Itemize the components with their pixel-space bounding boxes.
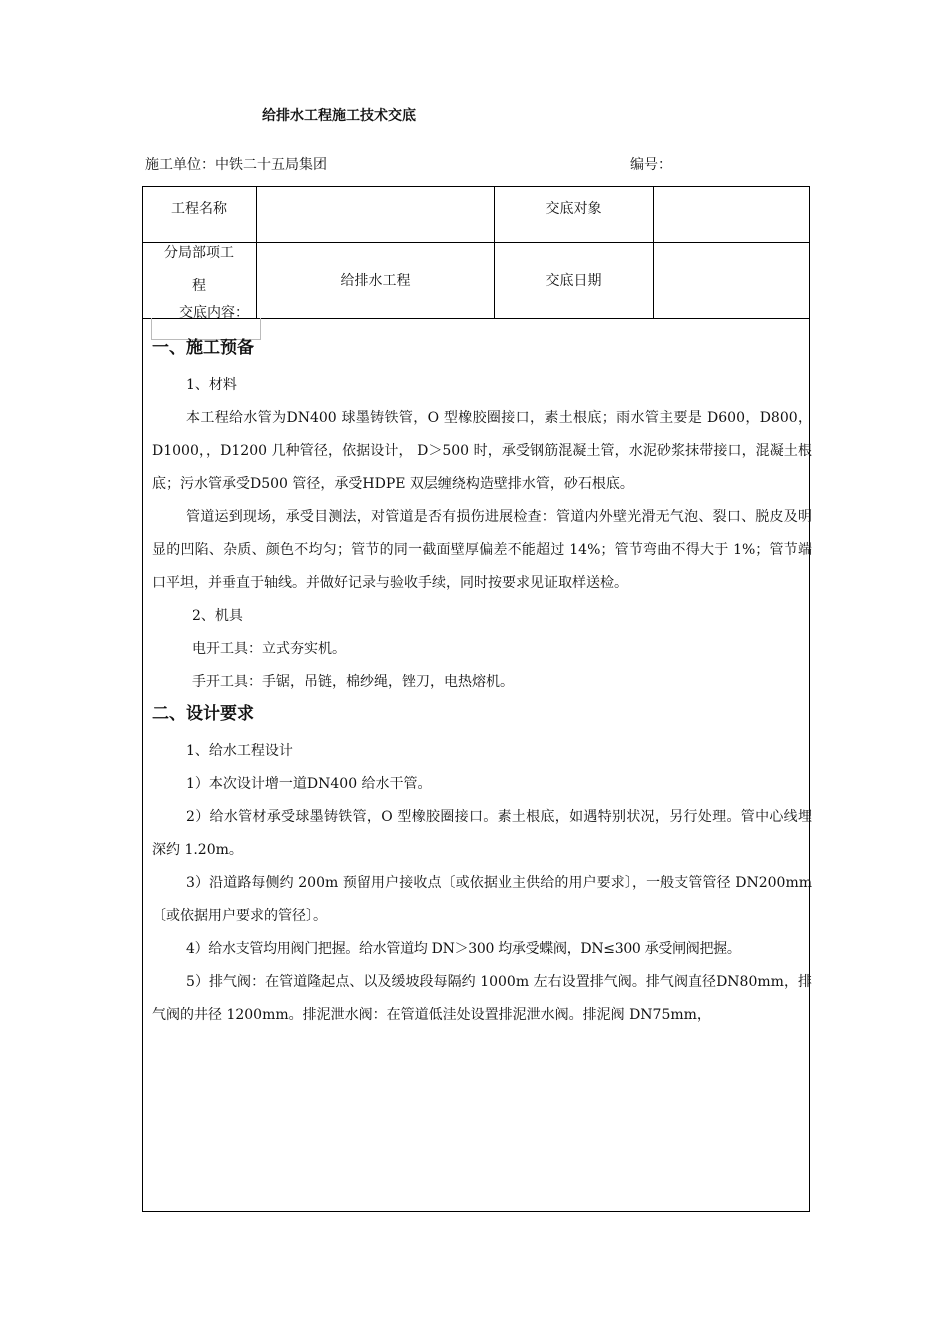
design-item-4: 4）给水支管均用阀门把握。给水管道均 DN＞300 均承受蝶阀，DN≤300 承受闸阀把握。 xyxy=(186,941,741,957)
disclosure-content xyxy=(152,333,812,1032)
subheading-tools: 2、机具 xyxy=(192,608,243,624)
design-item-5: 5）排气阀：在管道隆起点、以及缓坡段每隔约 1000m 左右设置排气阀。排气阀直径DN80mm，排气阀的井径 1200mm。排泥泄水阀：在管道低洼处设置排泥泄水阀。排泥阀 DN75mm， xyxy=(152,974,812,1023)
date-label: 交底日期 xyxy=(545,273,602,289)
section-heading-preparation: 一、施工预备 xyxy=(152,338,254,358)
table-divider xyxy=(653,186,654,319)
design-item-1: 1）本次设计增一道DN400 给水干管。 xyxy=(186,776,432,792)
tools-electric: 电开工具：立式夯实机。 xyxy=(192,641,346,657)
table-divider xyxy=(256,186,257,319)
subheading-materials: 1、材料 xyxy=(186,377,237,393)
subheading-water-supply: 1、给水工程设计 xyxy=(186,743,293,759)
section-heading-design: 二、设计要求 xyxy=(152,704,254,724)
design-item-2: 2）给水管材承受球墨铸铁管，O 型橡胶圈接口。素土根底，如遇特别状况，另行处理。管中心线埋深约 1.20m。 xyxy=(152,809,812,858)
tools-manual: 手开工具：手锯，吊链，棉纱绳，锉刀，电热熔机。 xyxy=(192,674,514,690)
target-label: 交底对象 xyxy=(545,201,602,217)
subproject-label-line2: 程 xyxy=(192,278,206,294)
construction-unit: 施工单位：中铁二十五局集团 xyxy=(145,157,327,173)
document-title: 给排水工程施工技术交底 xyxy=(262,108,416,124)
document-number-label: 编号： xyxy=(630,157,672,173)
subproject-value: 给排水工程 xyxy=(340,273,411,289)
content-label: 交底内容： xyxy=(179,305,249,321)
subproject-label-line1: 分局部项工 xyxy=(164,245,234,261)
design-item-3: 3）沿道路每侧约 200m 预留用户接收点〔或依据业主供给的用户要求〕，一般支管管径 DN200mm〔或依据用户要求的管径〕。 xyxy=(152,875,812,924)
paragraph-materials: 本工程给水管为DN400 球墨铸铁管，O 型橡胶圈接口，素土根底；雨水管主要是 D600，D800，D1000，，D1200 几种管径，依据设计， D＞500 时，承受钢筋混凝土管，水泥砂浆抹带接口，混凝土根底；污水管承受D500 管径，承受HDPE 双层缠绕构造壁排水管，砂石根底。 xyxy=(152,410,812,492)
project-name-label: 工程名称 xyxy=(171,201,227,217)
paragraph-inspection: 管道运到现场，承受目测法，对管道是否有损伤进展检查：管道内外壁光滑无气泡、裂口、脱皮及明显的凹陷、杂质、颜色不均匀；管节的同一截面壁厚偏差不能超过 14%；管节弯曲不得大于 1%；管节端口平坦，并垂直于轴线。并做好记录与验收手续，同时按要求见证取样送检。 xyxy=(152,509,812,591)
